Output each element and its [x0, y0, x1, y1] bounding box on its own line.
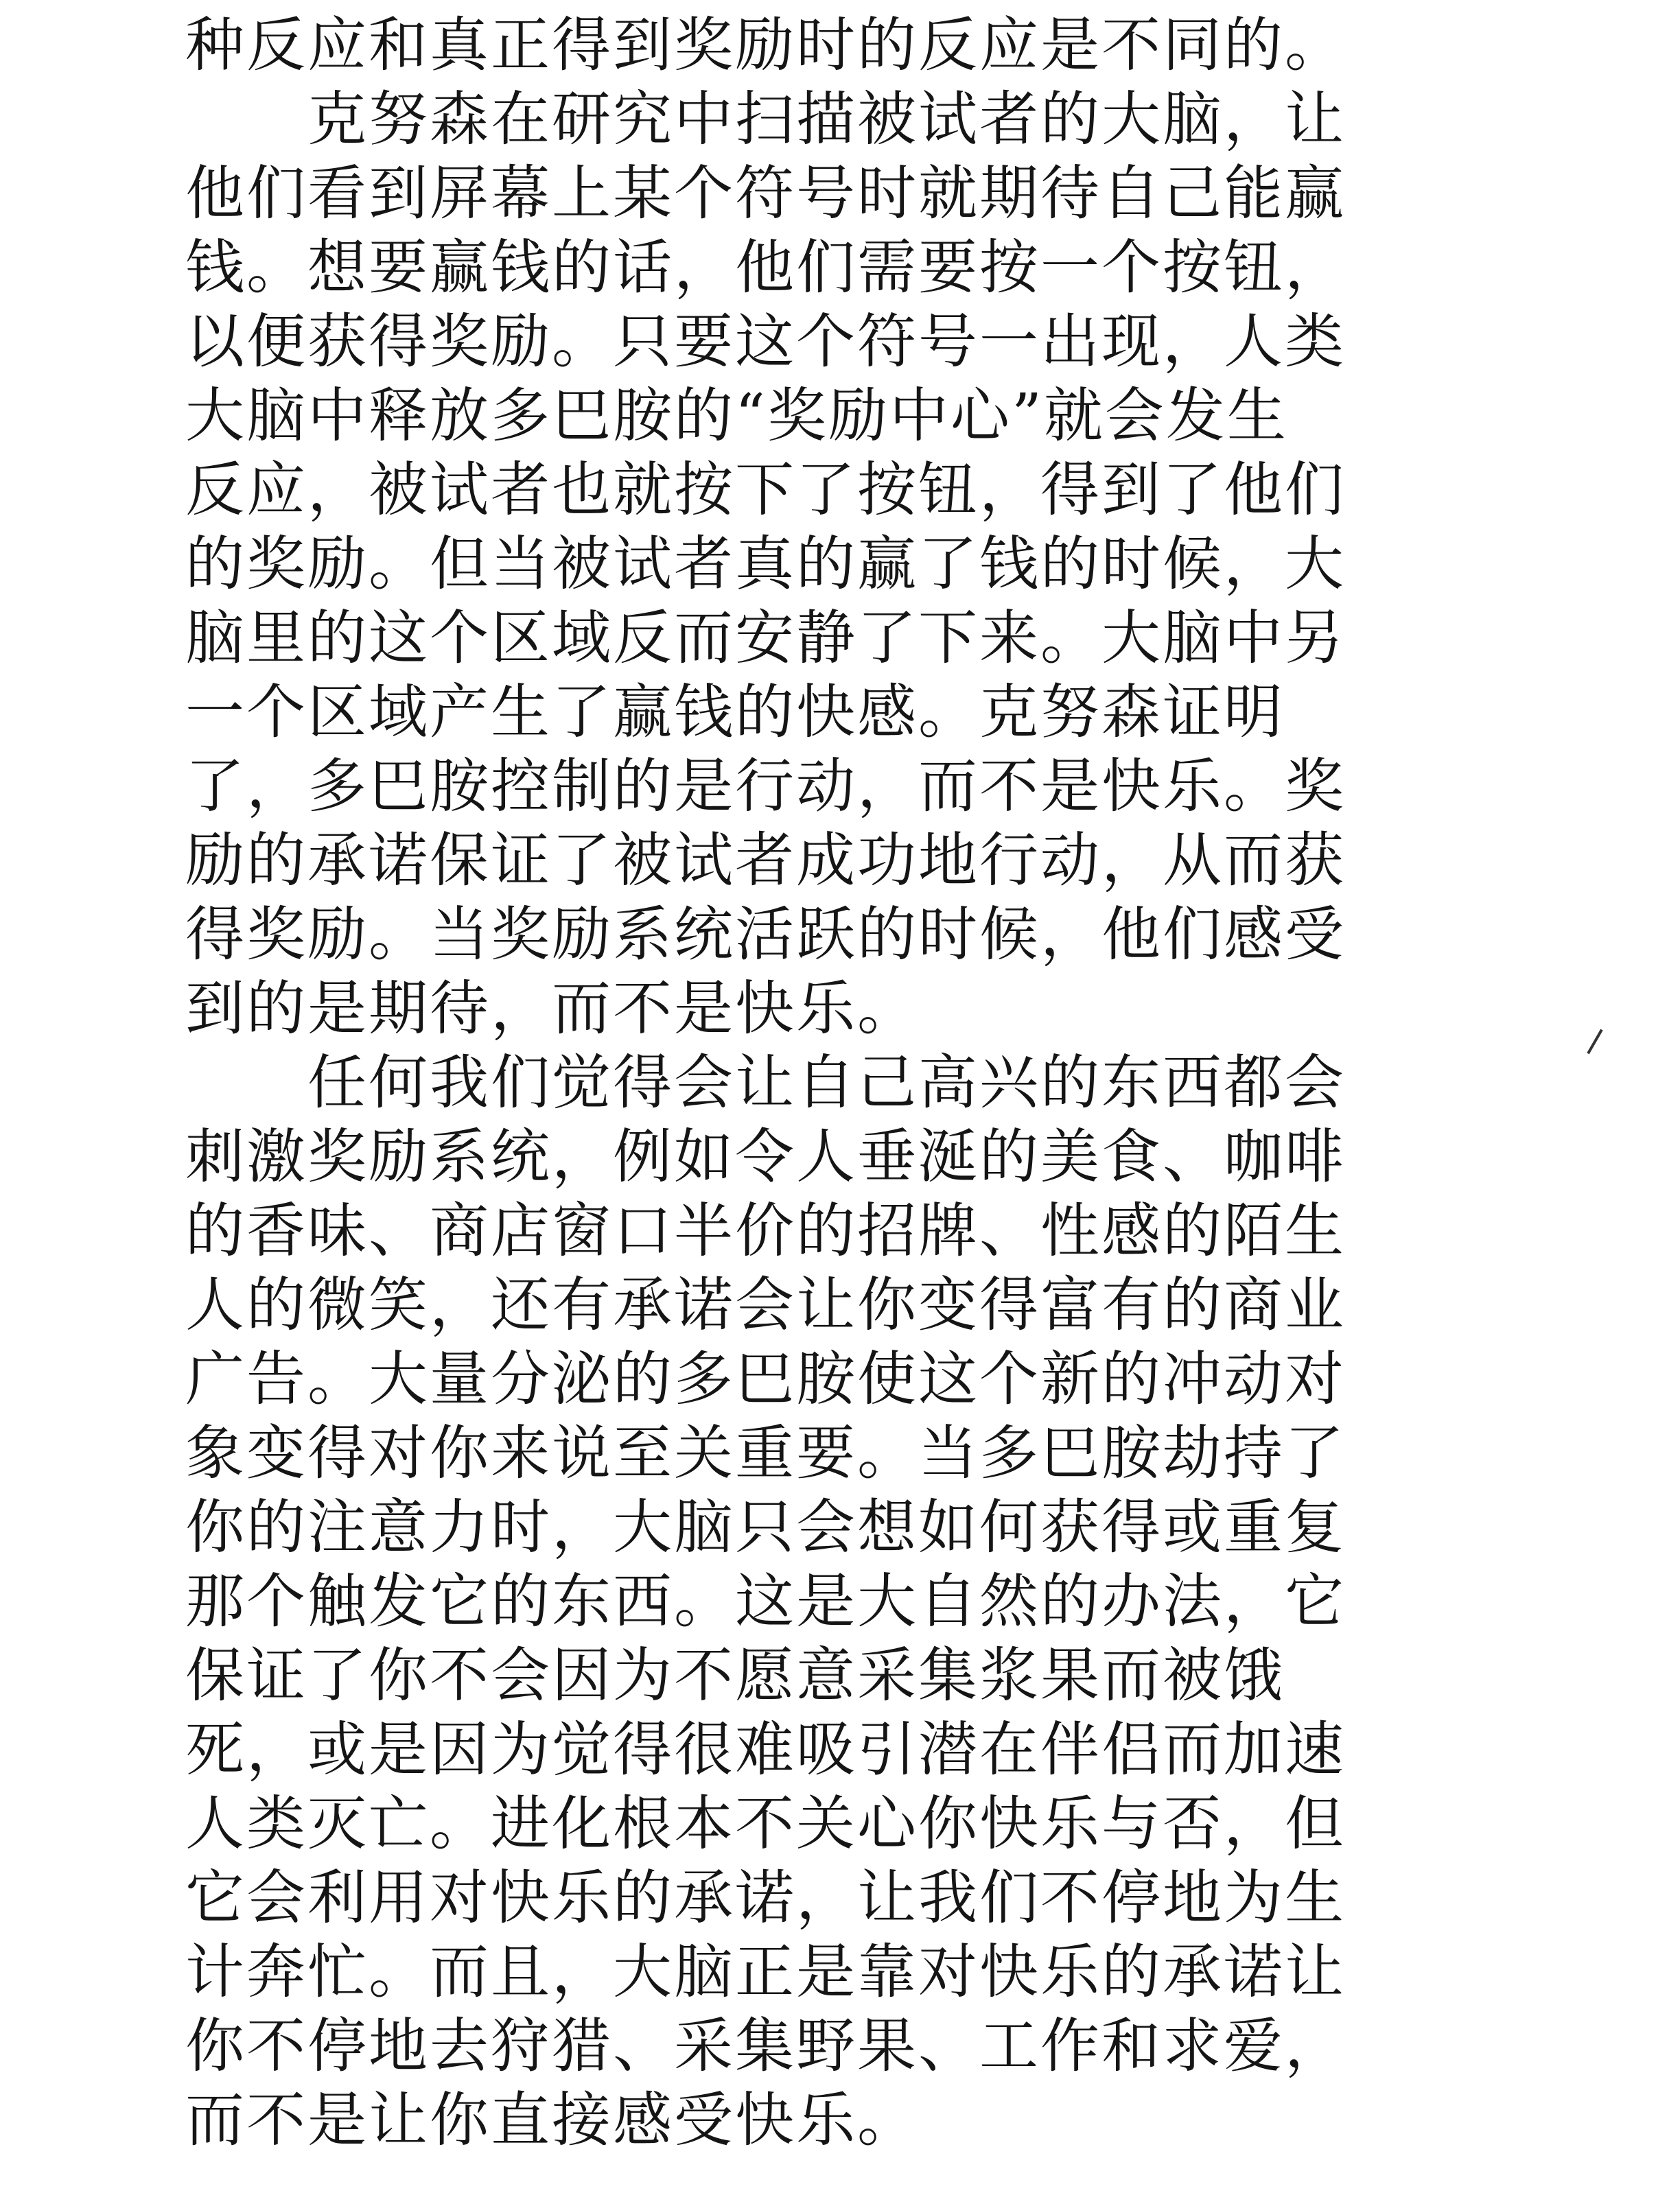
- text-line: 保证了你不会因为不愿意采集浆果而被饿: [185, 1641, 1285, 1710]
- text-line: 大脑中释放多巴胺的“奖励中心”就会发生: [185, 382, 1288, 450]
- text-line: 的奖励。但当被试者真的赢了钱的时候，大: [185, 530, 1346, 598]
- text-line: 你不停地去狩猎、采集野果、工作和求爱，: [185, 2012, 1346, 2080]
- text-line: 他们看到屏幕上某个符号时就期待自己能赢: [185, 159, 1346, 228]
- text-line: 那个触发它的东西。这是大自然的办法，它: [185, 1567, 1346, 1636]
- text-line: 人类灭亡。进化根本不关心你快乐与否，但: [185, 1790, 1346, 1858]
- text-line: 一个区域产生了赢钱的快感。克努森证明: [185, 678, 1285, 747]
- text-line: 励的承诺保证了被试者成功地行动，从而获: [185, 826, 1346, 895]
- text-line: 钱。想要赢钱的话，他们需要按一个按钮，: [185, 233, 1346, 302]
- text-line: 刺激奖励系统，例如令人垂涎的美食、咖啡: [185, 1123, 1346, 1191]
- text-line: 克努森在研究中扫描被试者的大脑，让: [185, 85, 1346, 154]
- scan-mark: [1587, 1029, 1602, 1055]
- text-line: 种反应和真正得到奖励时的反应是不同的。: [185, 11, 1346, 80]
- text-line: 计奔忙。而且，大脑正是靠对快乐的承诺让: [185, 1938, 1346, 2006]
- text-line: 广告。大量分泌的多巴胺使这个新的冲动对: [185, 1345, 1346, 1414]
- text-line: 得奖励。当奖励系统活跃的时候，他们感受: [185, 900, 1346, 969]
- text-line: 任何我们觉得会让自己高兴的东西都会: [185, 1048, 1346, 1117]
- text-line: 而不是让你直接感受快乐。: [185, 2086, 918, 2155]
- text-line: 到的是期待，而不是快乐。: [185, 974, 918, 1043]
- text-line: 死，或是因为觉得很难吸引潜在伴侣而加速: [185, 1715, 1346, 1784]
- text-line: 的香味、商店窗口半价的招牌、性感的陌生: [185, 1197, 1346, 1265]
- text-line: 了，多巴胺控制的是行动，而不是快乐。奖: [185, 752, 1346, 821]
- text-line: 它会利用对快乐的承诺，让我们不停地为生: [185, 1864, 1346, 1932]
- body-text: [185, 8, 1441, 2157]
- text-line: 反应，被试者也就按下了按钮，得到了他们: [185, 456, 1346, 524]
- text-line: 人的微笑，还有承诺会让你变得富有的商业: [185, 1271, 1346, 1339]
- text-line: 你的注意力时，大脑只会想如何获得或重复: [185, 1493, 1346, 1562]
- text-line: 脑里的这个区域反而安静了下来。大脑中另: [185, 604, 1346, 672]
- text-line: 象变得对你来说至关重要。当多巴胺劫持了: [185, 1419, 1346, 1488]
- text-line: 以便获得奖励。只要这个符号一出现，人类: [185, 307, 1346, 376]
